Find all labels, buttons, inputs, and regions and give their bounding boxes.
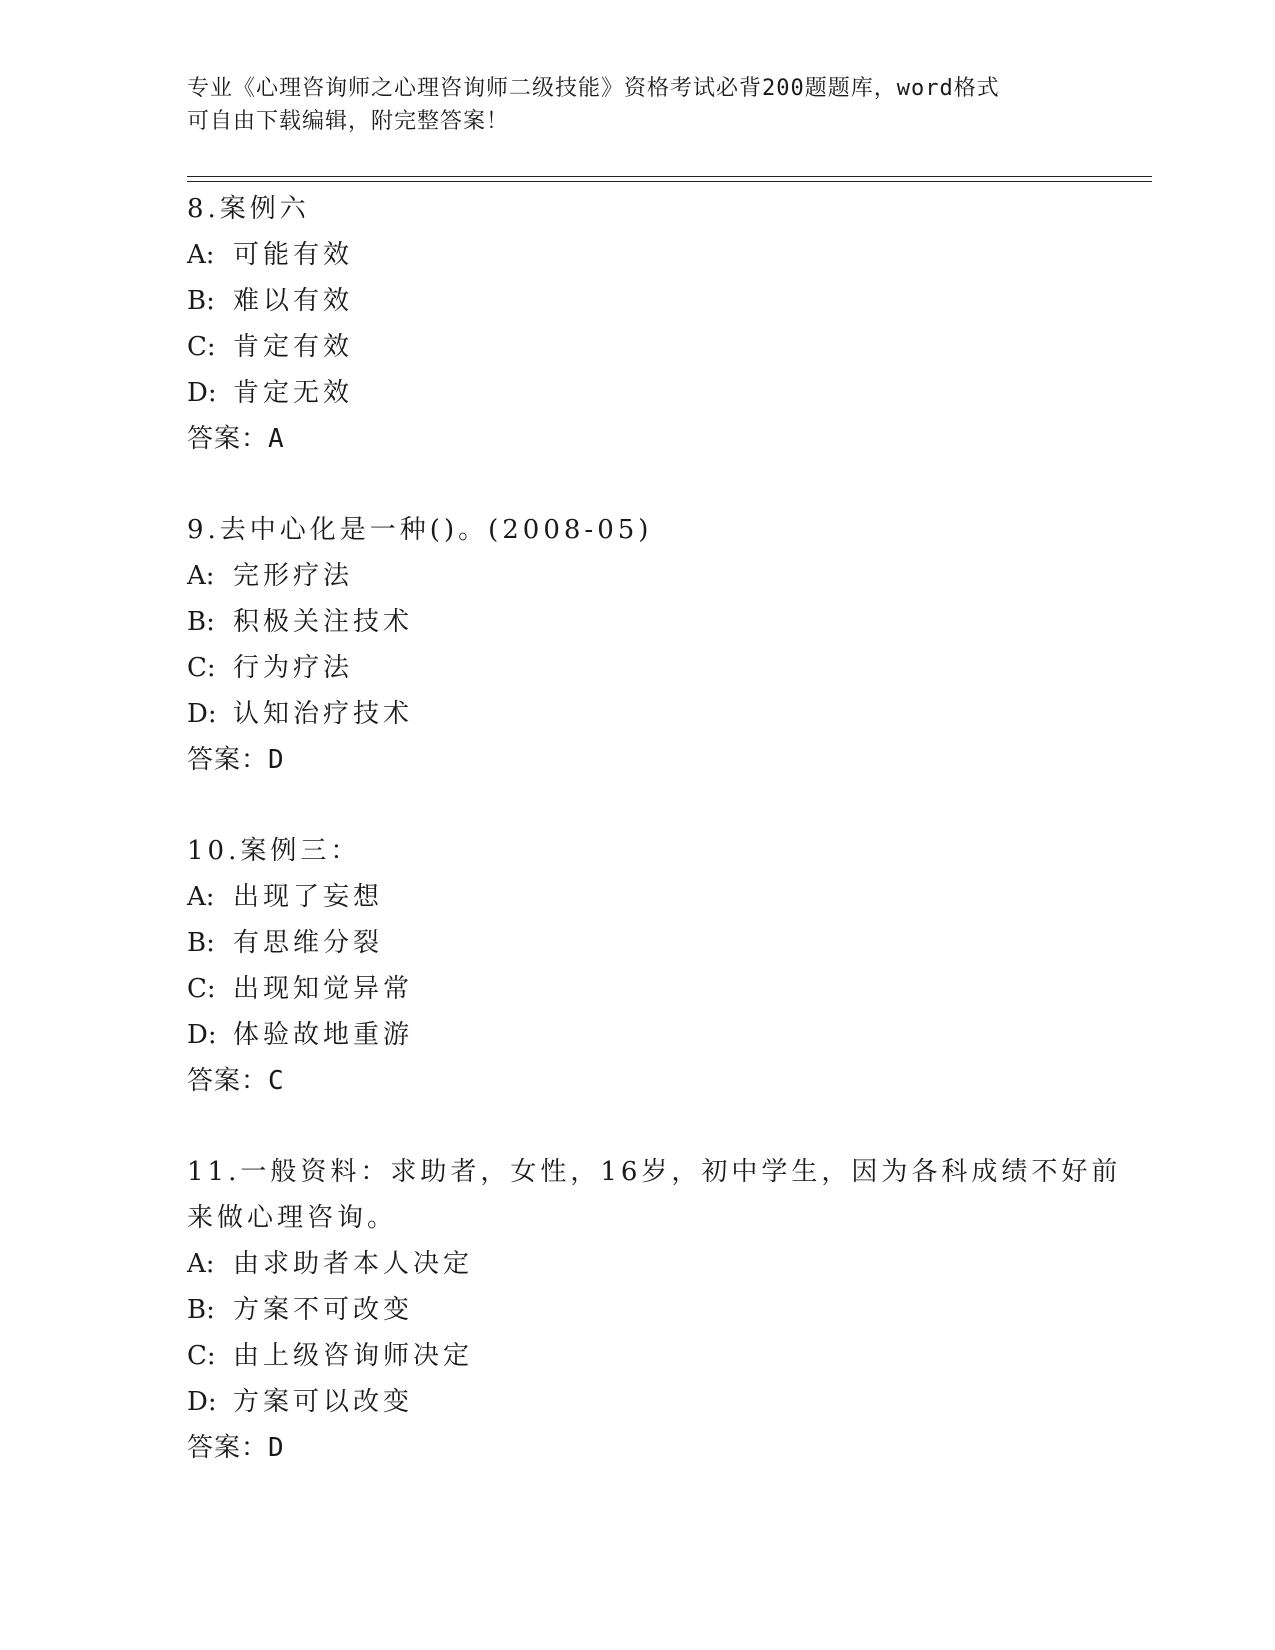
option-text: 出现了妄想 (233, 882, 384, 912)
question-stem-line-2: 来做心理咨询。 (187, 1203, 398, 1233)
option-text: 由求助者本人决定 (233, 1249, 474, 1279)
option-a (187, 232, 1087, 278)
question-stem: 9.去中心化是一种()。(2008-05) (187, 515, 653, 545)
answer-value: C (268, 1066, 285, 1096)
option-c (187, 1333, 1087, 1379)
option-b (187, 1287, 1087, 1333)
answer-value: A (268, 424, 285, 454)
option-b (187, 920, 1087, 966)
option-text: 完形疗法 (233, 561, 354, 591)
question-item (187, 828, 1087, 1104)
question-stem-line-1: 11.一般资料：求助者，女性，16岁，初中学生，因为各科成绩不好前 (187, 1157, 1122, 1187)
option-c (187, 324, 1087, 370)
option-key: D: (187, 1020, 217, 1050)
option-c (187, 966, 1087, 1012)
header-title-line-1: 专业《心理咨询师之心理咨询师二级技能》资格考试必背200题题库，word格式 (187, 76, 1000, 101)
option-key: C: (187, 1341, 216, 1371)
option-key: A: (187, 1249, 215, 1279)
document-header (187, 72, 1067, 138)
option-text: 出现知觉异常 (233, 974, 414, 1004)
question-item (187, 1149, 1122, 1471)
option-text: 积极关注技术 (233, 607, 414, 637)
option-key: C: (187, 332, 216, 362)
option-b (187, 599, 1087, 645)
header-title-line-2: 可自由下载编辑，附完整答案！ (187, 109, 510, 134)
option-key: D: (187, 699, 217, 729)
answer-line (187, 1425, 1087, 1471)
answer-line (187, 416, 1087, 462)
option-key: B: (187, 286, 215, 316)
answer-line (187, 737, 1087, 783)
option-key: A: (187, 561, 215, 591)
option-key: A: (187, 240, 215, 270)
option-key: C: (187, 653, 216, 683)
option-text: 肯定无效 (233, 378, 354, 408)
answer-label: 答案： (187, 745, 269, 775)
option-text: 难以有效 (233, 286, 354, 316)
question-item (187, 186, 1087, 462)
option-key: B: (187, 607, 215, 637)
option-text: 方案可以改变 (233, 1387, 414, 1417)
option-key: B: (187, 1295, 215, 1325)
answer-value: D (268, 745, 285, 775)
option-a (187, 874, 1087, 920)
header-divider-bottom (187, 181, 1152, 182)
option-d (187, 1012, 1087, 1058)
option-key: D: (187, 378, 217, 408)
question-list (187, 186, 1122, 1516)
option-text: 行为疗法 (233, 653, 354, 683)
option-text: 肯定有效 (233, 332, 354, 362)
option-key: C: (187, 974, 216, 1004)
option-text: 可能有效 (233, 240, 354, 270)
question-stem: 10.案例三： (187, 836, 361, 866)
answer-line (187, 1058, 1087, 1104)
option-a (187, 553, 1087, 599)
option-c (187, 645, 1087, 691)
option-b (187, 278, 1087, 324)
option-key: D: (187, 1387, 217, 1417)
option-text: 认知治疗技术 (233, 699, 414, 729)
question-item (187, 507, 1087, 783)
answer-value: D (268, 1433, 285, 1463)
option-key: B: (187, 928, 215, 958)
option-text: 方案不可改变 (233, 1295, 414, 1325)
option-text: 体验故地重游 (233, 1020, 414, 1050)
answer-label: 答案： (187, 424, 269, 454)
option-key: A: (187, 882, 215, 912)
header-divider-top (187, 176, 1152, 177)
question-stem: 8.案例六 (187, 194, 310, 224)
option-d (187, 1379, 1087, 1425)
answer-label: 答案： (187, 1433, 269, 1463)
option-d (187, 691, 1087, 737)
option-text: 有思维分裂 (233, 928, 384, 958)
answer-label: 答案： (187, 1066, 269, 1096)
option-a (187, 1241, 1087, 1287)
option-d (187, 370, 1087, 416)
option-text: 由上级咨询师决定 (233, 1341, 474, 1371)
